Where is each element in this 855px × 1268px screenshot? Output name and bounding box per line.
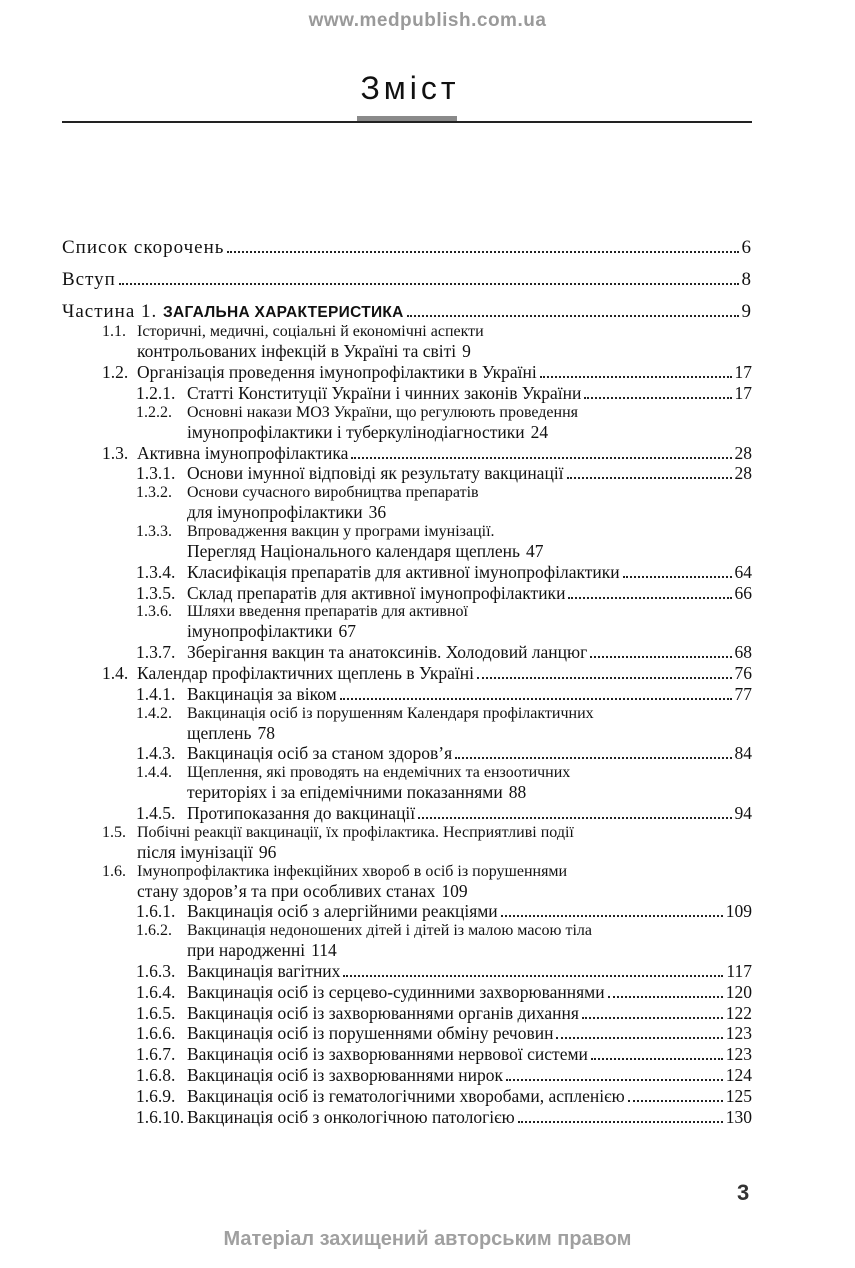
leader-dots (227, 251, 738, 253)
toc-entry-number: 1.3.6. (136, 603, 172, 621)
toc-page-number: 117 (726, 960, 752, 981)
toc-entry-label: Щеплення, які проводять на ендемічних та ензоотичних (187, 764, 571, 782)
toc-page-number: 28 (734, 442, 752, 463)
toc-entry-line (136, 1107, 752, 1128)
toc-entry-number: 1.3.2. (136, 484, 172, 502)
toc-entry-line (136, 1044, 752, 1065)
toc-entry-line (136, 922, 752, 940)
leader-dots (501, 915, 723, 917)
toc-entry-number: 1.2.1. (136, 382, 176, 403)
title-rule (62, 121, 752, 123)
toc-entry[interactable] (62, 1003, 752, 1024)
toc-entry-line (102, 824, 752, 842)
toc-entry-label-cont: імунопрофілактики і туберкулінодіагностики (187, 421, 525, 442)
toc-entry-number: 1.6.3. (136, 960, 176, 981)
toc-entry-label: Склад препаратів для активної імунопрофілактики (187, 582, 566, 603)
toc-page-number: 76 (734, 662, 752, 683)
toc-page-number: 123 (725, 1023, 752, 1044)
toc-entry-label: Основні накази МОЗ України, що регулюють проведення (187, 403, 579, 421)
toc-entry-line (136, 764, 752, 782)
leader-dots (608, 996, 723, 998)
toc-entry-label: Основи сучасного виробництва препаратів (187, 484, 479, 502)
toc-entry-number: 1.6. (102, 862, 126, 880)
toc-page-number: 64 (734, 561, 752, 582)
toc-entry[interactable] (62, 803, 752, 824)
toc-entry[interactable] (62, 323, 752, 362)
toc-entry[interactable] (62, 743, 752, 764)
toc-entry-number: 1.2.2. (136, 403, 172, 421)
leader-dots (518, 1121, 723, 1123)
toc-entry-line (102, 341, 752, 362)
toc-page-number: 114 (311, 940, 337, 961)
toc-entry-line (136, 803, 752, 824)
toc-entry-line (102, 842, 752, 863)
part-prefix: Частина 1. (62, 300, 158, 322)
toc-entry-abbreviations[interactable] (62, 238, 752, 259)
toc-entry[interactable] (62, 404, 752, 443)
toc-entry-line (136, 404, 752, 422)
toc-entry-number: 1.6.8. (136, 1064, 176, 1085)
toc-entry[interactable] (62, 961, 752, 982)
toc-entry-line (136, 562, 752, 583)
toc-entry[interactable] (62, 663, 752, 684)
leader-dots (119, 283, 739, 285)
toc-entry[interactable] (62, 443, 752, 464)
toc-entry-line (136, 583, 752, 604)
toc-page-number: 28 (734, 463, 752, 484)
toc-entry-label: Основи імунної відповіді як результату вакцинації (187, 463, 564, 484)
toc-entry-label: Вакцинація осіб із порушеннями обміну речовин (187, 1023, 554, 1044)
leader-dots (567, 477, 732, 479)
leader-dots (407, 315, 739, 317)
toc-entry-number: 1.6.9. (136, 1085, 176, 1106)
toc-entry[interactable] (62, 1023, 752, 1044)
toc-entry-label: Вакцинація осіб із захворюваннями органів дихання (187, 1002, 579, 1023)
toc-entry-label-cont: для імунопрофілактики (187, 502, 363, 523)
toc-entry-label-cont: після імунізації (137, 841, 253, 862)
toc-entry-number: 1.4.2. (136, 704, 172, 722)
toc-entry-line (136, 743, 752, 764)
toc-entry[interactable] (62, 362, 752, 383)
toc-entry-label: Вакцинація осіб з онкологічною патологією (187, 1106, 515, 1127)
toc-page-number: 123 (725, 1044, 752, 1065)
toc-entry-number: 1.3.1. (136, 463, 176, 484)
toc-entry-line (136, 901, 752, 922)
page-title: Зміст (360, 70, 460, 106)
toc-entry-label: Вакцинація осіб із порушенням Календаря профілактичних (187, 704, 594, 722)
toc-entry-label: Вакцинація за віком (187, 683, 337, 704)
toc-page-number: 125 (725, 1085, 752, 1106)
toc-page-number: 47 (525, 540, 544, 561)
toc-entry-number: 1.3.5. (136, 582, 176, 603)
toc-entry-number: 1.4.3. (136, 743, 176, 764)
toc-entry-line (136, 1065, 752, 1086)
toc-entry-line (136, 782, 752, 803)
toc-entry-number: 1.6.6. (136, 1023, 176, 1044)
toc-entry-line (102, 362, 752, 383)
toc-entry-line (136, 1023, 752, 1044)
toc-entry-number: 1.6.2. (136, 922, 172, 940)
toc-page-number: 78 (257, 722, 275, 743)
toc-entry-line (136, 723, 752, 744)
toc-page-number: 8 (741, 268, 752, 290)
toc-entry-label: Вакцинація осіб із гематологічними хворобами, аспленією (187, 1085, 625, 1106)
toc-entry-label: Вакцинація осіб із серцево-судинними захворюваннями (187, 981, 605, 1002)
toc-entry-label: Календар профілактичних щеплень в Україні (137, 662, 474, 683)
toc-entry-line (136, 642, 752, 663)
toc-entry-line (136, 1086, 752, 1107)
toc-entry-label: Вакцинація недоношених дітей і дітей із малою масою тіла (187, 922, 592, 940)
toc-entry-number: 1.6.1. (136, 901, 176, 922)
toc-entry[interactable] (62, 863, 752, 902)
leader-dots (506, 1079, 723, 1081)
site-url: www.medpublish.com.ua (308, 10, 547, 31)
toc-entry-number: 1.4.1. (136, 683, 176, 704)
toc-entry-number: 1.3.3. (136, 522, 172, 540)
leader-dots (628, 1100, 723, 1102)
toc-page-number: 77 (734, 683, 752, 704)
toc-entry[interactable] (62, 1107, 752, 1128)
toc-entry[interactable] (62, 922, 752, 961)
toc-entry-label: Класифікація препаратів для активної імунопрофілактики (187, 561, 620, 582)
toc-entry-label: Вакцинація осіб із захворюваннями нервової системи (187, 1044, 588, 1065)
leader-dots (418, 817, 731, 819)
toc-entry-label: Шляхи введення препаратів для активної (187, 603, 468, 621)
toc-entry-label: Вакцинація вагітних (187, 960, 341, 981)
toc-entry-label: Статті Конституції України і чинних законів України (187, 382, 582, 403)
toc-entry-label-cont: контрольованих інфекцій в Україні та світі (137, 341, 457, 362)
toc-entry-number: 1.4.4. (136, 764, 172, 782)
leader-dots (591, 1058, 723, 1060)
toc-entry-line (136, 961, 752, 982)
toc-entry-part1[interactable] (62, 302, 752, 324)
toc-entry-line (102, 881, 752, 902)
toc-entry[interactable] (62, 764, 752, 803)
toc-entry-number: 1.6.5. (136, 1002, 176, 1023)
toc-entry-label: Вакцинація осіб з алергійними реакціями (187, 901, 498, 922)
toc-entry-label: Впровадження вакцин у програми імунізації. (187, 522, 495, 540)
toc-entry[interactable] (62, 705, 752, 744)
toc-entry-label: Зберігання вакцин та анатоксинів. Холодовий ланцюг (187, 642, 588, 663)
toc-entry-number: 1.5. (102, 823, 126, 841)
toc-page-number: 24 (530, 421, 549, 442)
toc-entry[interactable] (62, 824, 752, 863)
toc-page-number: 94 (734, 802, 752, 823)
toc-list (62, 323, 752, 1127)
toc-entry-number: 1.6.7. (136, 1044, 176, 1065)
toc-entry-label-cont: при народженні (187, 940, 306, 961)
toc-entry-number: 1.4.5. (136, 802, 176, 823)
toc-entry-label: Протипоказання до вакцинації (187, 802, 416, 823)
toc-entry-label-cont: територіях і за епідемічними показаннями (187, 782, 503, 803)
toc-entry-line (136, 621, 752, 642)
toc-page-number: 122 (725, 1002, 752, 1023)
toc-page-number: 9 (462, 341, 471, 362)
toc-entry-line (136, 982, 752, 1003)
copyright-notice: Матеріал захищений авторським правом (223, 1228, 632, 1250)
toc-entry[interactable] (62, 463, 752, 484)
toc-page-number: 67 (338, 621, 357, 642)
toc-entry-line (136, 484, 752, 502)
toc-entry-number: 1.6.4. (136, 981, 176, 1002)
leader-dots (343, 975, 723, 977)
toc-page-number: 36 (368, 502, 387, 523)
toc-page-number: 120 (725, 981, 752, 1002)
toc-entry-line (102, 863, 752, 881)
toc-page-number: 84 (734, 743, 752, 764)
toc-entry[interactable] (62, 684, 752, 705)
toc-entry-intro[interactable] (62, 270, 752, 291)
toc-entry-number: 1.1. (102, 323, 126, 341)
leader-dots (623, 576, 732, 578)
toc-page-number: 68 (734, 642, 752, 663)
toc-entry-label: Вакцинація осіб за станом здоров’я (187, 743, 453, 764)
toc-entry-label: Вакцинація осіб із захворюваннями нирок (187, 1064, 503, 1085)
toc-entry-label-cont: стану здоров’я та при особливих станах (137, 880, 436, 901)
part-title: ЗАГАЛЬНА ХАРАКТЕРИСТИКА (163, 303, 404, 321)
toc-entry-line (102, 323, 752, 341)
leader-dots (455, 757, 731, 759)
toc-page-number: 109 (441, 880, 468, 901)
toc-page-number: 17 (734, 382, 752, 403)
toc-entry[interactable] (62, 383, 752, 404)
toc-entry-label: Імунопрофілактика інфекційних хвороб в осіб із порушеннями (137, 862, 568, 880)
toc-entry[interactable] (62, 982, 752, 1003)
toc-entry-line (136, 383, 752, 404)
table-of-contents (62, 238, 752, 1127)
toc-page-number: 9 (741, 300, 752, 322)
toc-page-number: 96 (258, 841, 277, 862)
toc-entry[interactable] (62, 1065, 752, 1086)
leader-dots (340, 698, 732, 700)
toc-entry-line (136, 1003, 752, 1024)
toc-entry[interactable] (62, 523, 752, 562)
toc-page-number: 130 (725, 1106, 752, 1127)
toc-page-number: 124 (725, 1064, 752, 1085)
toc-entry[interactable] (62, 642, 752, 663)
toc-entry[interactable] (62, 484, 752, 523)
toc-entry-label: Організація проведення імунопрофілактики в Україні (137, 362, 537, 383)
toc-entry-line (136, 603, 752, 621)
toc-entry-line (136, 705, 752, 723)
toc-entry-line (136, 684, 752, 705)
leader-dots (568, 597, 731, 599)
leader-dots (540, 376, 732, 378)
toc-page-number: 88 (508, 782, 527, 803)
toc-entry-label: Список скорочень (62, 237, 225, 258)
toc-entry-line (136, 502, 752, 523)
toc-entry-number: 1.2. (102, 362, 129, 383)
leader-dots (477, 677, 732, 679)
toc-entry-line (136, 523, 752, 541)
toc-entry-number: 1.3.7. (136, 642, 176, 663)
toc-entry-line (102, 443, 752, 464)
toc-entry-line (136, 463, 752, 484)
toc-entry-label: Вступ (62, 268, 116, 290)
toc-entry-line (136, 940, 752, 961)
toc-entry[interactable] (62, 901, 752, 922)
toc-entry-line (136, 422, 752, 443)
leader-dots (556, 1037, 722, 1039)
toc-page-number: 6 (741, 237, 752, 258)
toc-entry-label: Історичні, медичні, соціальні й економічні аспекти (137, 323, 484, 341)
leader-dots (582, 1017, 723, 1019)
toc-entry-number: 1.4. (102, 662, 129, 683)
toc-entry-line (102, 663, 752, 684)
toc-page-number: 66 (734, 582, 752, 603)
toc-entry-line (136, 541, 752, 562)
toc-page-number: 17 (734, 362, 752, 383)
toc-entry-label: Активна імунопрофілактика (137, 442, 349, 463)
toc-entry[interactable] (62, 562, 752, 583)
toc-entry[interactable] (62, 1044, 752, 1065)
toc-entry-number: 1.3.4. (136, 561, 176, 582)
toc-entry-number: 1.3. (102, 442, 129, 463)
toc-entry[interactable] (62, 583, 752, 604)
toc-entry[interactable] (62, 603, 752, 642)
leader-dots (351, 457, 731, 459)
leader-dots (590, 656, 731, 658)
toc-entry-label-cont: імунопрофілактики (187, 621, 333, 642)
toc-entry-label-cont: Перегляд Національного календаря щеплень (187, 540, 520, 561)
toc-entry-label: Побічні реакції вакцинації, їх профілактика. Несприятливі події (137, 823, 574, 841)
leader-dots (584, 397, 731, 399)
page-number: 3 (737, 1180, 750, 1205)
toc-entry-label-cont: щеплень (187, 722, 252, 743)
toc-entry[interactable] (62, 1086, 752, 1107)
toc-page-number: 109 (725, 901, 752, 922)
toc-entry-number: 1.6.10. (136, 1106, 185, 1127)
